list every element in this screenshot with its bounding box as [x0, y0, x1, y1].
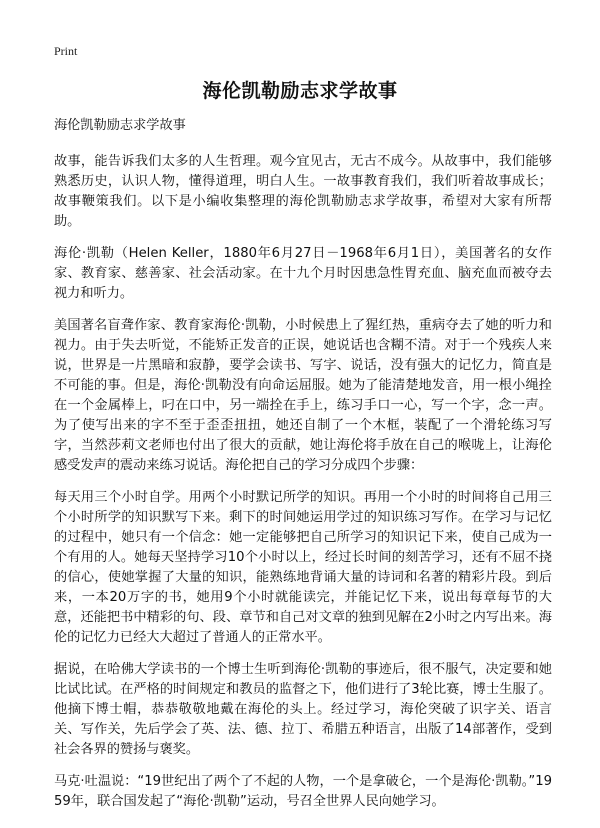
paragraph-study-method: 每天用三个小时自学。用两个小时默记所学的知识。再用一个小时的时间将自己用三个小时所学的知识默写下来。剩下的时间她运用学过的知识练习写作。在学习与记忆的过程中，她只有一个信念：她一定能够把自己所学习的知识记下来，使自己成为一个有用的人。她每天坚持学习10个小时以上，经过长时间的刻苦学习，还有不屈不挠的信心，使她掌握了大量的知识，能熟练地背诵大量的诗词和名著的精彩片段。到后来，一本20万字的书，她用9个小时就能读完，并能记忆下来，说出每章每节的大意，还能把书中精彩的句、段、章节和自己对文章的独到见解在2小时之内写出来。海伦的记忆力已经大大超过了普通人的正常水平。 — [54, 490, 552, 645]
article-body — [54, 116, 552, 824]
page-title: 海伦凯勒励志求学故事 — [202, 80, 398, 102]
paragraph-mark-twain-quote: 马克·吐温说：“19世纪出了两个了不起的人物，一个是拿破仑，一个是海伦·凯勒。”1959年，联合国发起了“海伦·凯勒”运动，号召全世界人民向她学习。 — [54, 774, 552, 809]
article-subtitle: 海伦凯勒励志求学故事 — [54, 118, 186, 133]
paragraph-intro: 故事，能告诉我们太多的人生哲理。观今宜见古，无古不成今。从故事中，我们能够熟悉历史，认识人物，懂得道理，明白人生。一故事教育我们，我们听着故事成长；故事鞭策我们。以下是小编收集整理的海伦凯勒励志求学故事，希望对大家有所帮助。 — [54, 154, 552, 229]
print-link[interactable]: Print — [54, 44, 78, 58]
paragraph-harvard-challenge: 据说，在哈佛大学读书的一个博士生听到海伦·凯勒的事迹后，很不服气，决定要和她比试比试。在严格的时间规定和教员的监督之下，他们进行了3轮比赛，博士生服了。他摘下博士帽，恭恭敬敬地戴在海伦的头上。经过学习，海伦突破了识字关、语言关、写作关，先后学会了英、法、德、拉丁、希腊五种语言，出版了14部著作，受到社会各界的赞扬与褒奖。 — [54, 662, 552, 757]
paragraph-early-life: 美国著名盲聋作家、教育家海伦·凯勒，小时候患上了猩红热，重病夺去了她的听力和视力。由于失去听觉，不能矫正发音的正误，她说话也含糊不清。对于一个残疾人来说，世界是一片黑暗和寂静，要学会读书、写字、说话，没有强大的记忆力，简直是不可能的事。但是，海伦·凯勒没有向命运屈服。她为了能清楚地发音，用一根小绳拴在一个金属棒上，叼在口中，另一端拴在手上，练习手口一心，写一个字，念一声。为了使写出来的字不至于歪歪扭扭，她还自制了一个木框，装配了一个滑轮练习写字，当然莎莉文老师也付出了很大的贡献，她让海伦将手放在自己的喉咙上，让海伦感受发声的震动来练习说话。海伦把自己的学习分成四个步骤： — [54, 318, 552, 473]
paragraph-biography: 海伦·凯勒（Helen Keller，1880年6月27日－1968年6月1日），美国著名的女作家、教育家、慈善家、社会活动家。在十九个月时因患急性胃充血、脑充血而被夺去视力和听力。 — [54, 246, 552, 301]
